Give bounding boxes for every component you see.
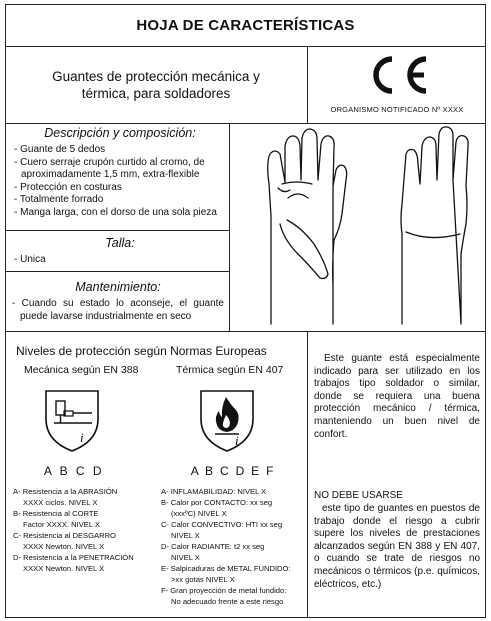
- list-item: NIVEL X: [171, 531, 200, 540]
- list-item: No adecuado frente a este riesgo: [171, 597, 284, 606]
- list-item: NIVEL X: [171, 553, 200, 562]
- page-title: HOJA DE CARACTERÍSTICAS: [136, 16, 355, 34]
- size-heading: Talla:: [105, 236, 135, 250]
- maintenance-section: [12, 280, 224, 323]
- divider: [5, 271, 230, 272]
- list-item: - Cuero serraje crupón curtido al cromo, de: [14, 156, 205, 168]
- size-value: - Unica: [14, 254, 46, 265]
- list-item: B- Calor por CONTACTO: xx seg: [161, 498, 273, 507]
- usage-text: Este guante está especialmente indicado para ser utilizado en los trabajos tipo soldador o similar, donde se requiera una buena protección mecánico / térmica, manteniendo un buen nivel de confort.: [314, 353, 480, 440]
- description-section: [14, 126, 226, 220]
- ce-mark-icon: [308, 53, 486, 102]
- thermal-levels-list: [161, 487, 307, 608]
- thermal-letters: A B C D E F: [190, 464, 276, 478]
- list-item: C- Calor CONVECTIVO: HTI xx seg: [161, 520, 283, 529]
- list-item: E- Salpicaduras de METAL FUNDIDO:: [161, 564, 291, 573]
- list-item: >xx gotas NIVEL X: [171, 575, 235, 584]
- list-item: - Manga larga, con el dorso de una sola pieza: [14, 206, 217, 218]
- list-item: A- INFLAMABILIDAD: NIVEL X: [161, 487, 267, 496]
- list-item: Factor XXXX. NIVEL X: [23, 520, 100, 529]
- list-item: XXXX Newton. NIVEL X: [23, 542, 105, 551]
- list-item: - Protección en costuras: [14, 181, 122, 193]
- maintenance-heading: Mantenimiento:: [75, 280, 161, 294]
- flame-shield-icon: [195, 385, 259, 455]
- protection-levels-title: Niveles de protección según Normas Europeas: [16, 344, 267, 358]
- mechanical-levels-list: [13, 487, 153, 575]
- description-heading: Descripción y composición:: [44, 126, 196, 140]
- size-section: [14, 236, 226, 267]
- list-item: D- Calor RADIANTE: t2 xx seg: [161, 542, 265, 551]
- description-list: [14, 144, 226, 220]
- warning-heading: NO DEBE USARSE: [314, 490, 403, 501]
- list-item: C- Resistencia al DESGARRO: [13, 531, 116, 540]
- list-item: F- Gran proyección de metal fundido:: [161, 586, 287, 595]
- list-item: B- Resistencia al CORTE: [13, 509, 99, 518]
- notified-body-label: ORGANISMO NOTIFICADO Nº XXXX: [330, 105, 464, 114]
- list-item: (xxxºC) NIVEL X: [171, 509, 227, 518]
- welding-glove-icon: [230, 124, 486, 331]
- mechanical-heading: Mecánica según EN 388: [24, 364, 139, 376]
- svg-text:i: i: [80, 430, 84, 445]
- divider: [5, 331, 486, 332]
- product-name-line: Guantes de protección mecánica y: [52, 69, 260, 84]
- list-item: D- Resistencia a la PENETRACIÓN: [13, 553, 134, 562]
- hammer-shield-icon: [40, 385, 104, 455]
- svg-text:i: i: [235, 433, 239, 448]
- maintenance-text: - Cuando su estado lo aconseje, el guante: [12, 298, 224, 309]
- list-item: - Guante de 5 dedos: [14, 144, 106, 155]
- maintenance-text: puede lavarse industrialmente en seco: [20, 310, 192, 322]
- warning-text: este tipo de guantes en puestos de trabajo donde el riesgo a cubrir supere los niveles de prestaciones alcanzados según EN 388 y EN 407, o cuando se trate de riesgos no mecánicos o térmicos (p.e. químicos, eléctricos, etc.): [314, 503, 480, 590]
- mechanical-letters: A B C D: [43, 464, 105, 478]
- thermal-heading: Térmica según EN 407: [176, 364, 284, 376]
- divider: [307, 331, 308, 618]
- product-name: [5, 47, 307, 123]
- list-item: - Totalmente forrado: [14, 194, 104, 206]
- product-name-line: térmica, para soldadores: [81, 86, 231, 101]
- list-item: XXXX Newton. NIVEL X: [23, 564, 105, 573]
- ce-certification: [308, 47, 486, 123]
- list-item: A- Resistencia a la ABRASIÓN: [13, 487, 118, 496]
- list-item: XXXX ciclos. NIVEL X: [23, 498, 98, 507]
- divider: [5, 230, 230, 231]
- list-item: aproximadamente 1,5 mm, extra-flexible: [21, 169, 200, 181]
